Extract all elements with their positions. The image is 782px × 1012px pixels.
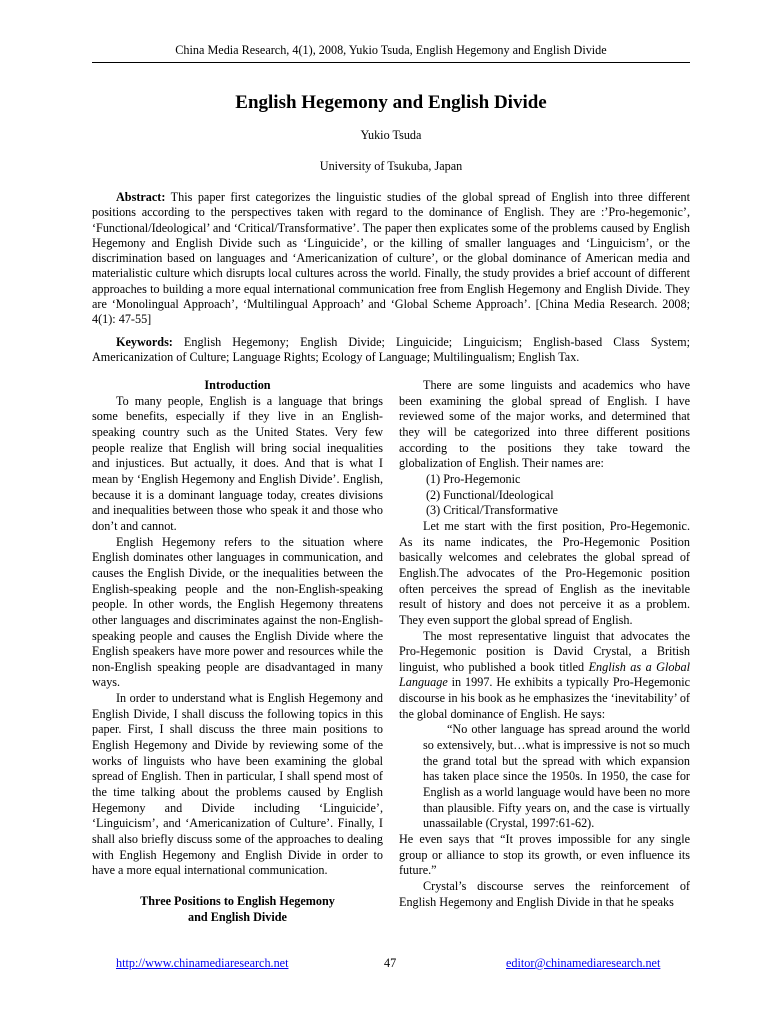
abstract <box>92 190 690 328</box>
heading-line: Three Positions to English Hegemony <box>140 894 335 908</box>
paragraph: To many people, English is a language that brings some benefits, especially if they live in an English-speaking country such as the United States. Very few people realize that English will bring social inequalities and injustices. But actually, it does. And that is what I mean by ‘English Hegemony and English Divide’. English, because it is a dominant language today, creates divisions and inequalities between those who speak it and those who don’t and cannot. <box>92 393 383 533</box>
website-link[interactable]: http://www.chinamediaresearch.net <box>116 956 289 970</box>
section-heading-introduction: Introduction <box>204 378 271 392</box>
running-head: China Media Research, 4(1), 2008, Yukio Tsuda, English Hegemony and English Divide <box>92 43 690 63</box>
paragraph: Let me start with the first position, Pro-Hegemonic. As its name indicates, the Pro-Hegemonic Position basically welcomes and celebrates the global spread of English.The advocates of the Pro-Hegemonic position often perceives the spread of English as the inevitable result of history and does not perceive it as a problem. They even support the global spread of English. <box>399 518 690 627</box>
paragraph <box>399 629 690 723</box>
page-number: 47 <box>384 956 397 970</box>
abstract-text: This paper first categorizes the linguistic studies of the global spread of English into three different positions according to the perspectives taken with regard to the dominance of English. They are :’Pro-hegemonic’, ‘Functional/Ideological’ and ‘Critical/Transformative’. The paper then explicates some of the problems caused by English Hegemony and English Divide such as ‘Linguicide’, or the killing of smaller languages and ‘Linguicism’, or the discrimination based on languages and ‘Americanization of culture’, or the global dominance of American media and materialistic culture which disrupts local cultures across the world. Finally, the study provides a brief account of different approaches to building a more equal international communication free from English Hegemony and English Divide. They are ‘Monolingual Approach’, ‘Multilingual Approach’ and ‘Global Scheme Approach’. [China Media Research. 2008; 4(1): 47-55] <box>92 190 690 327</box>
paragraph: In order to understand what is English Hegemony and English Divide, I shall discuss the following topics in this paper. First, I shall discuss the three main positions to English Hegemony and Divide by reviewing some of the works of linguists who have been examining the global spread of English. Then in particular, I shall spend most of the time talking about the problems caused by English Hegemony and Divide including ‘Linguicide’, ‘Linguicism’, and ‘Americanization of Culture’. Finally, I shall also briefly discuss some of the approaches to dealing with English Hegemony and English Divide in order to have a more equal international communication. <box>92 691 383 878</box>
list-item: (1) Pro-Hegemonic <box>426 471 521 486</box>
keywords-label: Keywords: <box>116 335 173 349</box>
paragraph: English Hegemony refers to the situation where English dominates other languages in communication, and causes the English Divide, or the inequalities between the English-speaking people and the non-English-speaking people. In other words, the English Hegemony threatens other languages and discriminates against the non-English-speaking people and causes the English Divide where the English speakers have more power and resources while the non-English speaking people are disadvantaged in many ways. <box>92 534 383 690</box>
list-item: (3) Critical/Transformative <box>426 503 558 518</box>
text-run: The most representative linguist that advocates the Pro-Hegemonic position is David Crystal, a British linguist, who published a book titled <box>399 628 690 674</box>
block-quote: “No other language has spread around the world so extensively, but…what is impressive is not so much the grand total but the spread with which expansion has taken place since the 1950s. In 1950, the case for English as a world language would have been no more than plausible. Fifty years on, and the case is virtually unassailable (Crystal, 1997:61-62). <box>423 722 690 831</box>
paper-title: English Hegemony and English Divide <box>235 92 547 113</box>
book-title: English as a Global Language <box>399 659 690 690</box>
email-link[interactable]: editor@chinamediaresearch.net <box>506 956 661 970</box>
author-name: Yukio Tsuda <box>360 128 422 142</box>
right-column <box>399 378 690 910</box>
text-run: in 1997. He exhibits a typically Pro-Hegemonic discourse in his book as he emphasizes the ‘inevitability’ of the global dominance of English. He says: <box>399 675 690 721</box>
heading-line: and English Divide <box>188 909 287 924</box>
paragraph: Crystal’s discourse serves the reinforcement of English Hegemony and English Divide in that he speaks <box>399 879 690 909</box>
section-heading-three-positions <box>92 894 383 925</box>
keywords <box>92 335 690 366</box>
list-item: (2) Functional/Ideological <box>426 487 554 502</box>
author-affiliation: University of Tsukuba, Japan <box>319 159 463 173</box>
keywords-text: English Hegemony; English Divide; Linguicide; Linguicism; English-based Class System; Americanization of Culture; Language Rights; Ecology of Language; Multilingualism; English Tax. <box>92 335 690 365</box>
paragraph: There are some linguists and academics who have been examining the global spread of English. I have reviewed some of the major works, and determined that they will be categorized into three different positions according to the positions they take toward the globalization of English. Their names are: <box>399 378 690 471</box>
paragraph: He even says that “It proves impossible for any single group or alliance to stop its growth, or even influence its future.” <box>399 832 690 878</box>
abstract-label: Abstract: <box>116 190 166 204</box>
left-column <box>92 378 383 925</box>
